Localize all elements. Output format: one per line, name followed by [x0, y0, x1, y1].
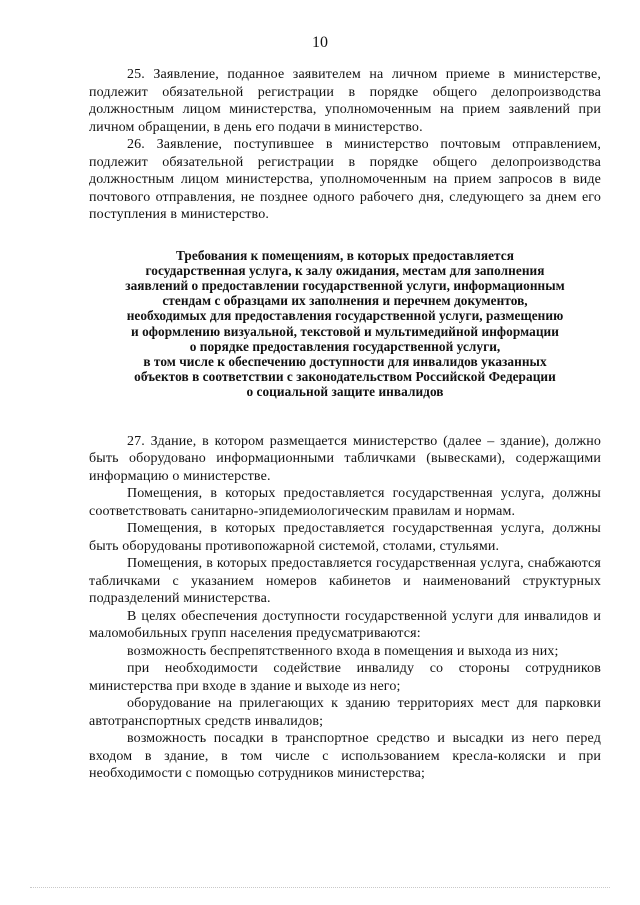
scan-artifact-dots [30, 887, 610, 890]
section-heading [89, 248, 601, 400]
heading-line: и оформлению визуальной, текстовой и мультимедийной информации [131, 323, 559, 339]
heading-line: заявлений о предоставлении государственной услуги, информационным [125, 277, 565, 293]
heading-line: государственная услуга, к залу ожидания, местам для заполнения [145, 262, 545, 278]
heading-line: о социальной защите инвалидов [246, 384, 444, 400]
accessibility-item: возможность беспрепятственного входа в помещения и выхода из них; [127, 643, 559, 659]
heading-line: Требования к помещениям, в которых предоставляется [176, 247, 514, 263]
accessibility-item: при необходимости содействие инвалиду со стороны сотрудников министерства при входе в здание и выходе из него; [89, 661, 601, 694]
paragraph-sanitary: Помещения, в которых предоставляется государственная услуга, должны соответствовать санитарно-эпидемиологическим правилам и нормам. [89, 486, 601, 519]
paragraph-25: 25. Заявление, поданное заявителем на личном приеме в министерстве, подлежит обязательной регистрации в порядке общего делопроизводства должностным лицом министерства, уполномоченным на прием заявлений при личном обращении, в день его подачи в министерство. [89, 67, 601, 135]
heading-line: о порядке предоставления государственной услуги, [189, 338, 501, 354]
paragraph-signage: Помещения, в которых предоставляется государственная услуга, снабжаются табличками с указанием номеров кабинетов и наименований структурных подразделений министерства. [89, 556, 601, 607]
accessibility-item: оборудование на прилегающих к зданию территориях мест для парковки автотранспортных средств инвалидов; [89, 696, 601, 729]
accessibility-item: возможность посадки в транспортное средство и высадки из него перед входом в здание, в том числе с использованием кресла-коляски и при необходимости с помощью сотрудников министерства; [89, 731, 601, 782]
page-number: 10 [312, 34, 328, 51]
heading-line: стендам с образцами их заполнения и перечнем документов, [162, 293, 528, 309]
heading-line: необходимых для предоставления государственной услуги, размещению [126, 308, 564, 324]
paragraph-fire-safety: Помещения, в которых предоставляется государственная услуга, должны быть оборудованы противопожарной системой, столами, стульями. [89, 521, 601, 554]
paragraph-27: 27. Здание, в котором размещается министерство (далее – здание), должно быть оборудовано информационными табличками (вывесками), содержащими информацию о министерстве. [89, 433, 601, 484]
heading-line: объектов в соответствии с законодательством Российской Федерации [134, 369, 556, 385]
document-body [89, 66, 601, 783]
paragraph-26: 26. Заявление, поступившее в министерство почтовым отправлением, подлежит обязательной регистрации в порядке общего делопроизводства должностным лицом министерства, уполномоченным на прием запросов в виде почтового отправления, не позднее одного рабочего дня, следующего за днем его поступления в министерство. [89, 137, 601, 222]
paragraph-accessibility-intro: В целях обеспечения доступности государственной услуги для инвалидов и маломобильных групп населения предусматриваются: [89, 608, 601, 642]
heading-line: в том числе к обеспечению доступности для инвалидов указанных [143, 353, 547, 369]
